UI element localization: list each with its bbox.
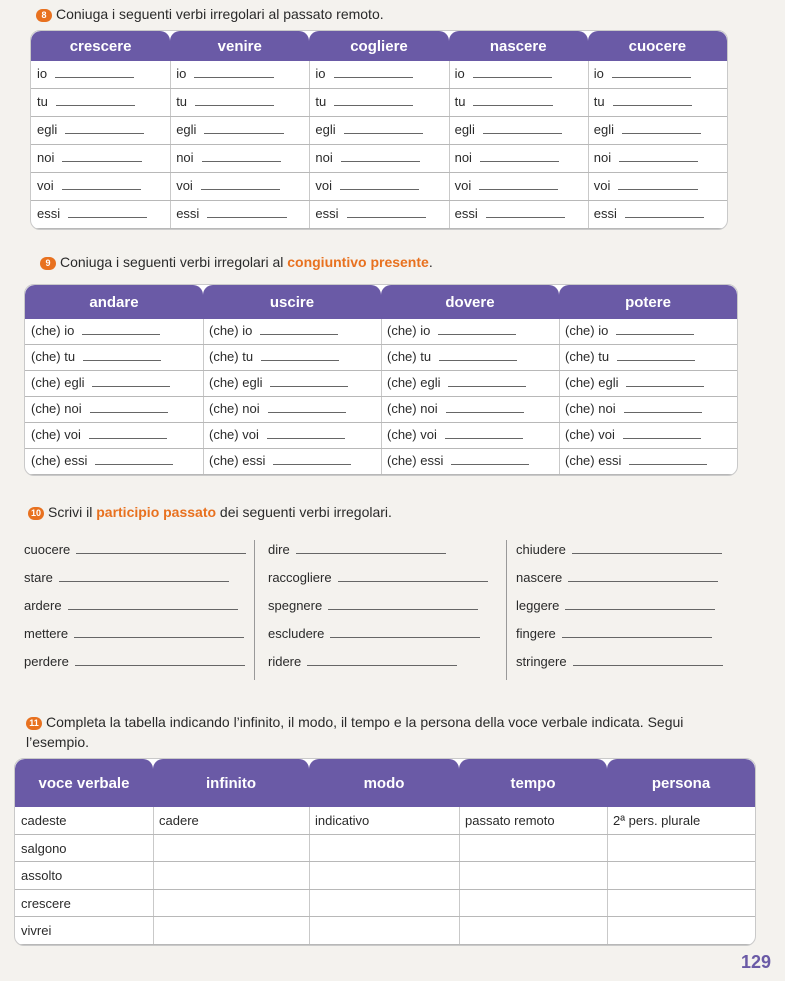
person-label: egli bbox=[37, 122, 58, 137]
conjugation-row bbox=[449, 145, 588, 173]
answer-blank[interactable] bbox=[65, 123, 144, 134]
answer-blank[interactable] bbox=[62, 151, 141, 162]
exercise-number-badge: 11 bbox=[26, 717, 42, 730]
answer-blank[interactable] bbox=[483, 123, 562, 134]
exercise-instruction: Scrivi il bbox=[48, 504, 97, 520]
verb-header: cuocere bbox=[588, 31, 727, 61]
answer-blank[interactable] bbox=[59, 571, 229, 582]
answer-blank[interactable] bbox=[616, 324, 694, 335]
verb-label: perdere bbox=[24, 654, 69, 669]
conjugation-row bbox=[170, 117, 309, 145]
person-label: essi bbox=[454, 206, 478, 221]
conjugation-row bbox=[588, 61, 727, 89]
conjugation-row bbox=[381, 345, 559, 371]
exercise-instruction: Coniuga i seguenti verbi irregolari al bbox=[60, 254, 288, 270]
verb-label: leggere bbox=[516, 598, 560, 613]
conjugation-row bbox=[170, 201, 309, 229]
person-label: noi bbox=[37, 150, 55, 165]
answer-blank[interactable] bbox=[479, 179, 558, 190]
answer-cell[interactable] bbox=[607, 835, 755, 863]
column-divider bbox=[254, 540, 255, 680]
verb-form-cell: crescere bbox=[15, 890, 153, 918]
person-label: (che) tu bbox=[387, 349, 432, 364]
answer-blank[interactable] bbox=[334, 95, 413, 106]
column-divider bbox=[506, 540, 507, 680]
conjugation-row bbox=[25, 397, 203, 423]
answer-blank[interactable] bbox=[92, 376, 170, 387]
person-label: io bbox=[37, 66, 48, 81]
conjugation-row bbox=[203, 345, 381, 371]
verb-form-cell: salgono bbox=[15, 835, 153, 863]
answer-blank[interactable] bbox=[446, 402, 524, 413]
answer-blank[interactable] bbox=[572, 543, 722, 554]
verb-label: dire bbox=[268, 542, 290, 557]
conjugation-row bbox=[559, 397, 737, 423]
answer-blank[interactable] bbox=[76, 543, 246, 554]
answer-blank[interactable] bbox=[613, 95, 692, 106]
verb-label: chiudere bbox=[516, 542, 566, 557]
answer-cell[interactable] bbox=[153, 862, 309, 890]
conjugation-row bbox=[559, 345, 737, 371]
verb-header: cogliere bbox=[309, 31, 448, 61]
conjugation-row bbox=[559, 423, 737, 449]
person-label: voi bbox=[593, 178, 611, 193]
exercise-highlight: congiuntivo presente bbox=[287, 254, 429, 270]
answer-cell[interactable] bbox=[459, 835, 607, 863]
participle-item bbox=[516, 626, 712, 641]
conjugation-row bbox=[309, 145, 448, 173]
conjugation-row bbox=[25, 319, 203, 345]
answer-blank[interactable] bbox=[340, 179, 419, 190]
conjugation-row bbox=[31, 89, 170, 117]
participle-item bbox=[268, 542, 446, 557]
verb-header: dovere bbox=[381, 285, 559, 319]
conjugation-row bbox=[381, 319, 559, 345]
conjugation-row bbox=[309, 173, 448, 201]
answer-blank[interactable] bbox=[90, 402, 168, 413]
conjugation-row bbox=[31, 173, 170, 201]
conjugation-row bbox=[25, 371, 203, 397]
answer-cell[interactable] bbox=[309, 890, 459, 918]
answer-blank[interactable] bbox=[68, 599, 238, 610]
answer-blank[interactable] bbox=[68, 207, 147, 218]
answer-blank[interactable] bbox=[328, 599, 478, 610]
answer-cell[interactable] bbox=[153, 835, 309, 863]
person-label: egli bbox=[315, 122, 336, 137]
verb-header: nascere bbox=[449, 31, 588, 61]
answer-blank[interactable] bbox=[486, 207, 565, 218]
conjugation-row bbox=[203, 449, 381, 475]
person-label: (che) noi bbox=[565, 401, 616, 416]
person-label: (che) egli bbox=[31, 375, 85, 390]
person-label: essi bbox=[176, 206, 200, 221]
answer-blank[interactable] bbox=[473, 67, 552, 78]
conjugation-row bbox=[31, 145, 170, 173]
exercise-number-badge: 8 bbox=[36, 9, 52, 22]
conjugation-row bbox=[25, 345, 203, 371]
person-label: tu bbox=[37, 94, 48, 109]
person-label: noi bbox=[593, 150, 612, 165]
answer-blank[interactable] bbox=[341, 151, 420, 162]
answer-cell[interactable] bbox=[309, 917, 459, 945]
conjugation-row bbox=[449, 117, 588, 145]
verb-label: spegnere bbox=[268, 598, 323, 613]
verb-label: stringere bbox=[516, 654, 567, 669]
conjugation-row bbox=[31, 117, 170, 145]
answer-blank[interactable] bbox=[451, 454, 529, 465]
conjugation-row bbox=[170, 61, 309, 89]
conjugation-row bbox=[588, 117, 727, 145]
answer-blank[interactable] bbox=[89, 428, 167, 439]
answer-blank[interactable] bbox=[626, 376, 704, 387]
congiuntivo-table bbox=[24, 284, 738, 476]
answer-blank[interactable] bbox=[619, 151, 698, 162]
conjugation-row bbox=[381, 423, 559, 449]
conjugation-row bbox=[170, 89, 309, 117]
person-label: (che) essi bbox=[31, 453, 88, 468]
verb-header: andare bbox=[25, 285, 203, 319]
verb-header: venire bbox=[170, 31, 309, 61]
participle-item bbox=[24, 626, 244, 641]
answer-blank[interactable] bbox=[330, 627, 480, 638]
participle-item bbox=[268, 626, 480, 641]
person-label: io bbox=[176, 66, 187, 81]
answer-blank[interactable] bbox=[267, 428, 345, 439]
answer-blank[interactable] bbox=[618, 179, 697, 190]
person-label: (che) egli bbox=[565, 375, 619, 390]
conjugation-row bbox=[559, 319, 737, 345]
participle-item bbox=[24, 542, 246, 557]
answer-cell[interactable] bbox=[459, 917, 607, 945]
answer-blank[interactable] bbox=[473, 95, 552, 106]
answer-cell[interactable] bbox=[459, 862, 607, 890]
person-label: essi bbox=[593, 206, 617, 221]
exercise-instruction: Completa la tabella indicando l’infinito, il modo, il tempo e la persona della voce verbale indicata. Segui l’esempio. bbox=[26, 714, 684, 750]
conjugation-row bbox=[309, 117, 448, 145]
answer-blank[interactable] bbox=[448, 376, 526, 387]
answer-cell[interactable]: indicativo bbox=[309, 807, 459, 835]
person-label: (che) io bbox=[31, 323, 75, 338]
exercise-9-heading bbox=[40, 254, 433, 270]
answer-blank[interactable] bbox=[445, 428, 523, 439]
person-label: (che) essi bbox=[565, 453, 622, 468]
person-label: essi bbox=[37, 206, 61, 221]
conjugation-row bbox=[203, 319, 381, 345]
conjugation-row bbox=[309, 61, 448, 89]
verb-label: cuocere bbox=[24, 542, 71, 557]
answer-blank[interactable] bbox=[625, 207, 704, 218]
person-label: (che) voi bbox=[387, 427, 437, 442]
answer-blank[interactable] bbox=[83, 350, 161, 361]
person-label: voi bbox=[37, 178, 54, 193]
column-header: infinito bbox=[153, 759, 309, 807]
conjugation-row bbox=[25, 423, 203, 449]
conjugation-row bbox=[559, 371, 737, 397]
answer-cell[interactable] bbox=[309, 862, 459, 890]
person-label: essi bbox=[315, 206, 339, 221]
answer-blank[interactable] bbox=[347, 207, 426, 218]
verb-form-cell: cadeste bbox=[15, 807, 153, 835]
person-label: (che) noi bbox=[387, 401, 438, 416]
person-label: io bbox=[593, 66, 604, 81]
participle-item bbox=[24, 570, 229, 585]
person-label: (che) voi bbox=[209, 427, 259, 442]
verb-label: ardere bbox=[24, 598, 62, 613]
answer-blank[interactable] bbox=[612, 67, 691, 78]
person-label: noi bbox=[454, 150, 472, 165]
answer-cell[interactable] bbox=[153, 917, 309, 945]
person-label: noi bbox=[315, 150, 333, 165]
exercise-number-badge: 10 bbox=[28, 507, 44, 520]
person-label: tu bbox=[593, 94, 605, 109]
answer-blank[interactable] bbox=[565, 599, 715, 610]
participle-item bbox=[268, 654, 457, 669]
column-header: modo bbox=[309, 759, 459, 807]
person-label: (che) essi bbox=[387, 453, 444, 468]
person-label: (che) tu bbox=[209, 349, 254, 364]
verb-analysis-table bbox=[14, 758, 756, 946]
answer-blank[interactable] bbox=[622, 123, 701, 134]
answer-cell[interactable] bbox=[309, 835, 459, 863]
answer-blank[interactable] bbox=[344, 123, 423, 134]
person-label: egli bbox=[454, 122, 475, 137]
conjugation-row bbox=[203, 423, 381, 449]
person-label: (che) io bbox=[209, 323, 253, 338]
answer-cell[interactable]: passato remoto bbox=[459, 807, 607, 835]
person-label: tu bbox=[454, 94, 466, 109]
person-label: egli bbox=[593, 122, 615, 137]
answer-blank[interactable] bbox=[268, 402, 346, 413]
verb-label: nascere bbox=[516, 570, 563, 585]
answer-blank[interactable] bbox=[55, 67, 134, 78]
answer-blank[interactable] bbox=[56, 95, 135, 106]
person-label: (che) essi bbox=[209, 453, 266, 468]
conjugation-row bbox=[170, 173, 309, 201]
person-label: io bbox=[315, 66, 326, 81]
passato-remoto-table bbox=[30, 30, 728, 230]
conjugation-row bbox=[449, 201, 588, 229]
answer-cell[interactable] bbox=[459, 890, 607, 918]
answer-blank[interactable] bbox=[260, 324, 338, 335]
person-label: (che) voi bbox=[565, 427, 615, 442]
participle-item bbox=[24, 654, 245, 669]
verb-label: mettere bbox=[24, 626, 69, 641]
answer-cell[interactable]: cadere bbox=[153, 807, 309, 835]
answer-blank[interactable] bbox=[623, 428, 701, 439]
answer-blank[interactable] bbox=[95, 454, 173, 465]
exercise-10-heading bbox=[28, 504, 392, 520]
conjugation-row bbox=[559, 449, 737, 475]
person-label: egli bbox=[176, 122, 197, 137]
conjugation-row bbox=[381, 449, 559, 475]
conjugation-row bbox=[31, 201, 170, 229]
column-header: tempo bbox=[459, 759, 607, 807]
answer-blank[interactable] bbox=[273, 454, 351, 465]
conjugation-row bbox=[588, 89, 727, 117]
answer-cell[interactable] bbox=[607, 862, 755, 890]
answer-blank[interactable] bbox=[202, 151, 281, 162]
person-label: io bbox=[454, 66, 465, 81]
person-label: (che) noi bbox=[31, 401, 82, 416]
answer-blank[interactable] bbox=[439, 350, 517, 361]
conjugation-row bbox=[449, 89, 588, 117]
conjugation-row bbox=[588, 145, 727, 173]
person-label: voi bbox=[315, 178, 333, 193]
person-label: (che) tu bbox=[31, 349, 76, 364]
exercise-8-heading bbox=[36, 6, 384, 22]
answer-blank[interactable] bbox=[562, 627, 712, 638]
exercise-highlight: participio passato bbox=[96, 504, 217, 520]
verb-form-cell: vivrei bbox=[15, 917, 153, 945]
answer-cell[interactable] bbox=[153, 890, 309, 918]
answer-blank[interactable] bbox=[62, 179, 141, 190]
exercise-number-badge: 9 bbox=[40, 257, 56, 270]
answer-cell[interactable] bbox=[607, 890, 755, 918]
person-label: (che) io bbox=[565, 323, 609, 338]
participle-item bbox=[516, 542, 722, 557]
verb-label: escludere bbox=[268, 626, 325, 641]
participle-item bbox=[516, 598, 715, 613]
verb-label: fingere bbox=[516, 626, 556, 641]
participle-item bbox=[268, 570, 488, 585]
participle-item bbox=[24, 598, 238, 613]
verb-form-cell: assolto bbox=[15, 862, 153, 890]
exercise-instruction: Coniuga i seguenti verbi irregolari al passato remoto. bbox=[56, 6, 384, 22]
conjugation-row bbox=[588, 201, 727, 229]
answer-blank[interactable] bbox=[338, 571, 488, 582]
verb-header: crescere bbox=[31, 31, 170, 61]
answer-blank[interactable] bbox=[261, 350, 339, 361]
answer-blank[interactable] bbox=[204, 123, 283, 134]
person-label: (che) voi bbox=[31, 427, 81, 442]
answer-blank[interactable] bbox=[307, 655, 457, 666]
answer-blank[interactable] bbox=[629, 454, 707, 465]
conjugation-row bbox=[203, 371, 381, 397]
person-label: tu bbox=[176, 94, 188, 109]
answer-blank[interactable] bbox=[194, 67, 273, 78]
answer-blank[interactable] bbox=[207, 207, 286, 218]
answer-blank[interactable] bbox=[82, 324, 160, 335]
conjugation-row bbox=[203, 397, 381, 423]
answer-blank[interactable] bbox=[438, 324, 516, 335]
answer-blank[interactable] bbox=[296, 543, 446, 554]
conjugation-row bbox=[309, 89, 448, 117]
conjugation-row bbox=[588, 173, 727, 201]
person-label: voi bbox=[176, 178, 193, 193]
answer-blank[interactable] bbox=[270, 376, 348, 387]
verb-label: raccogliere bbox=[268, 570, 332, 585]
conjugation-row bbox=[449, 173, 588, 201]
person-label: (che) tu bbox=[565, 349, 610, 364]
person-label: (che) io bbox=[387, 323, 431, 338]
person-label: voi bbox=[454, 178, 472, 193]
answer-blank[interactable] bbox=[480, 151, 559, 162]
column-header: voce verbale bbox=[15, 759, 153, 807]
answer-blank[interactable] bbox=[75, 655, 245, 666]
exercise-11-heading bbox=[26, 712, 726, 752]
answer-blank[interactable] bbox=[201, 179, 280, 190]
answer-blank[interactable] bbox=[573, 655, 723, 666]
verb-label: stare bbox=[24, 570, 53, 585]
verb-label: ridere bbox=[268, 654, 302, 669]
conjugation-row bbox=[449, 61, 588, 89]
answer-blank[interactable] bbox=[195, 95, 274, 106]
person-label: noi bbox=[176, 150, 194, 165]
column-header: persona bbox=[607, 759, 755, 807]
conjugation-row bbox=[170, 145, 309, 173]
participle-item bbox=[516, 654, 723, 669]
conjugation-row bbox=[381, 397, 559, 423]
participle-item bbox=[516, 570, 718, 585]
conjugation-row bbox=[381, 371, 559, 397]
answer-blank[interactable] bbox=[568, 571, 718, 582]
exercise-instruction-end: . bbox=[428, 254, 433, 270]
verb-header: potere bbox=[559, 285, 737, 319]
verb-header: uscire bbox=[203, 285, 381, 319]
conjugation-row bbox=[31, 61, 170, 89]
person-label: (che) egli bbox=[387, 375, 441, 390]
conjugation-row bbox=[25, 449, 203, 475]
participle-item bbox=[268, 598, 478, 613]
answer-blank[interactable] bbox=[74, 627, 244, 638]
answer-blank[interactable] bbox=[334, 67, 413, 78]
person-label: (che) egli bbox=[209, 375, 263, 390]
exercise-instruction-end: dei seguenti verbi irregolari. bbox=[216, 504, 392, 520]
person-label: tu bbox=[315, 94, 327, 109]
person-label: (che) noi bbox=[209, 401, 260, 416]
answer-cell[interactable] bbox=[607, 917, 755, 945]
page-number: 129 bbox=[740, 952, 771, 972]
answer-blank[interactable] bbox=[617, 350, 695, 361]
answer-blank[interactable] bbox=[624, 402, 702, 413]
conjugation-row bbox=[309, 201, 448, 229]
answer-cell[interactable]: 2ª pers. plurale bbox=[607, 807, 755, 835]
